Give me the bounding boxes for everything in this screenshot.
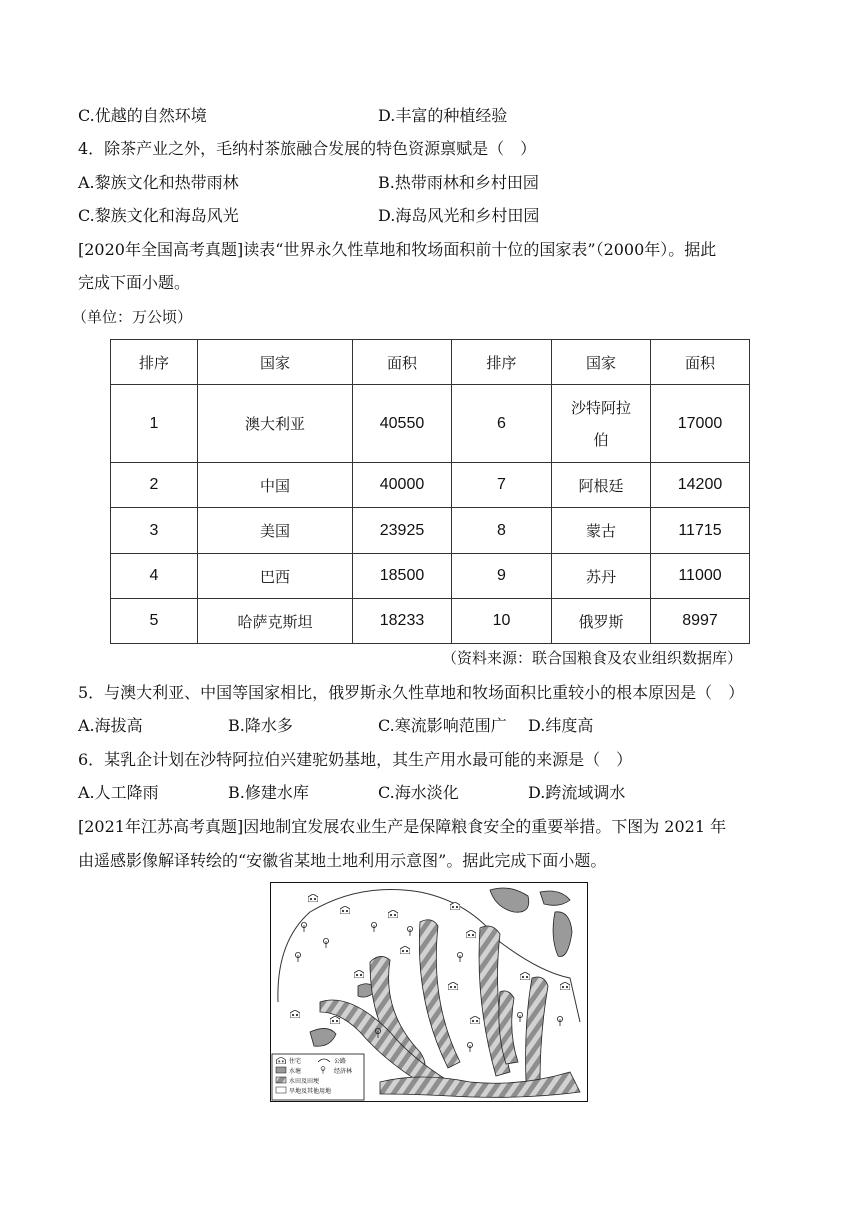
- q6-option-c: C.海水淡化: [378, 783, 459, 802]
- intro-2021-line1: [2021年江苏高考真题]因地制宜发展农业生产是保障粮食安全的重要举措。下图为 2021 年: [78, 817, 727, 836]
- table-header-cell: 面积: [651, 340, 750, 385]
- table-cell: 中国: [198, 463, 353, 508]
- legend-house: 住宅: [289, 1058, 302, 1065]
- legend-pond: 水塘: [289, 1068, 302, 1075]
- table-header-cell: 国家: [198, 340, 353, 385]
- table-cell: 8997: [651, 599, 750, 644]
- q4-option-c: C.黎族文化和海岛风光: [78, 206, 239, 225]
- table-row: [111, 385, 750, 463]
- q4-stem: 4．除茶产业之外，毛纳村茶旅融合发展的特色资源禀赋是（ ）: [78, 139, 537, 158]
- land-use-map: [270, 882, 588, 1102]
- table-cell: 2: [111, 463, 198, 508]
- table-header-cell: 面积: [353, 340, 452, 385]
- table-row: [111, 554, 750, 599]
- table-cell: 14200: [651, 463, 750, 508]
- table-cell: 8: [452, 508, 552, 554]
- table-cell: 美国: [198, 508, 353, 554]
- table-row: [111, 463, 750, 508]
- table-row: [111, 599, 750, 644]
- table-cell: 23925: [353, 508, 452, 554]
- intro-2020-line2: 完成下面小题。: [78, 273, 191, 292]
- table-cell: 7: [452, 463, 552, 508]
- q6-option-b: B.修建水库: [228, 783, 309, 802]
- table-cell: 蒙古: [552, 508, 651, 554]
- q4-option-b: B.热带雨林和乡村田园: [378, 173, 539, 192]
- table-cell: 澳大利亚: [198, 385, 353, 463]
- intro-2020-line1: [2020年全国高考真题]读表“世界永久性草地和牧场面积前十位的国家表”（2000年）。据此: [78, 240, 717, 259]
- q6-stem: 6．某乳企计划在沙特阿拉伯兴建驼奶基地，其生产用水最可能的来源是（ ）: [78, 750, 633, 769]
- table-cell: 巴西: [198, 554, 353, 599]
- table-header-cell: 排序: [111, 340, 198, 385]
- table-cell: 沙特阿拉伯: [552, 385, 651, 463]
- q6-option-d: D.跨流域调水: [528, 783, 626, 802]
- legend-dry: 旱地及其他用地: [289, 1088, 332, 1095]
- q6-option-a: A.人工降雨: [78, 783, 159, 802]
- legend-forest: 经济林: [334, 1068, 353, 1075]
- table-header-cell: 排序: [452, 340, 552, 385]
- table-cell: 1: [111, 385, 198, 463]
- table-cell: 10: [452, 599, 552, 644]
- table-cell: 阿根廷: [552, 463, 651, 508]
- table-cell: 17000: [651, 385, 750, 463]
- q4-option-a: A.黎族文化和热带雨林: [78, 173, 239, 192]
- table-cell: 18233: [353, 599, 452, 644]
- table-row: [111, 508, 750, 554]
- table-cell: 3: [111, 508, 198, 554]
- table-cell: 11000: [651, 554, 750, 599]
- table-cell: 6: [452, 385, 552, 463]
- table-cell: 18500: [353, 554, 452, 599]
- table-cell: 哈萨克斯坦: [198, 599, 353, 644]
- land-use-map-svg: [270, 882, 588, 1102]
- table-cell: 11715: [651, 508, 750, 554]
- q5-option-c: C.寒流影响范围广: [378, 716, 507, 735]
- q5-stem: 5．与澳大利亚、中国等国家相比，俄罗斯永久性草地和牧场面积比重较小的根本原因是（ ）: [78, 683, 745, 702]
- q5-option-a: A.海拔高: [78, 716, 143, 735]
- legend-road: 公路: [334, 1058, 347, 1065]
- q4-option-d: D.海岛风光和乡村田园: [378, 206, 540, 225]
- table-cell: 9: [452, 554, 552, 599]
- table-header-row: [111, 340, 750, 385]
- q3-option-c: C.优越的自然环境: [78, 106, 207, 125]
- table-cell: 40000: [353, 463, 452, 508]
- table-cell: 40550: [353, 385, 452, 463]
- table-cell: 苏丹: [552, 554, 651, 599]
- legend-paddy: 水田及田埂: [289, 1078, 320, 1085]
- unit-note: （单位：万公顷）: [72, 308, 193, 326]
- q3-option-d: D.丰富的种植经验: [378, 106, 508, 125]
- q5-option-b: B.降水多: [228, 716, 293, 735]
- table-cell: 5: [111, 599, 198, 644]
- table-source: （资料来源：联合国粮食及农业组织数据库）: [442, 649, 743, 667]
- table-cell: 4: [111, 554, 198, 599]
- intro-2021-line2: 由遥感影像解译转绘的“安徽省某地土地利用示意图”。据此完成下面小题。: [78, 851, 607, 870]
- q5-option-d: D.纬度高: [528, 716, 594, 735]
- grassland-table: [110, 339, 750, 644]
- table-cell: 俄罗斯: [552, 599, 651, 644]
- table-header-cell: 国家: [552, 340, 651, 385]
